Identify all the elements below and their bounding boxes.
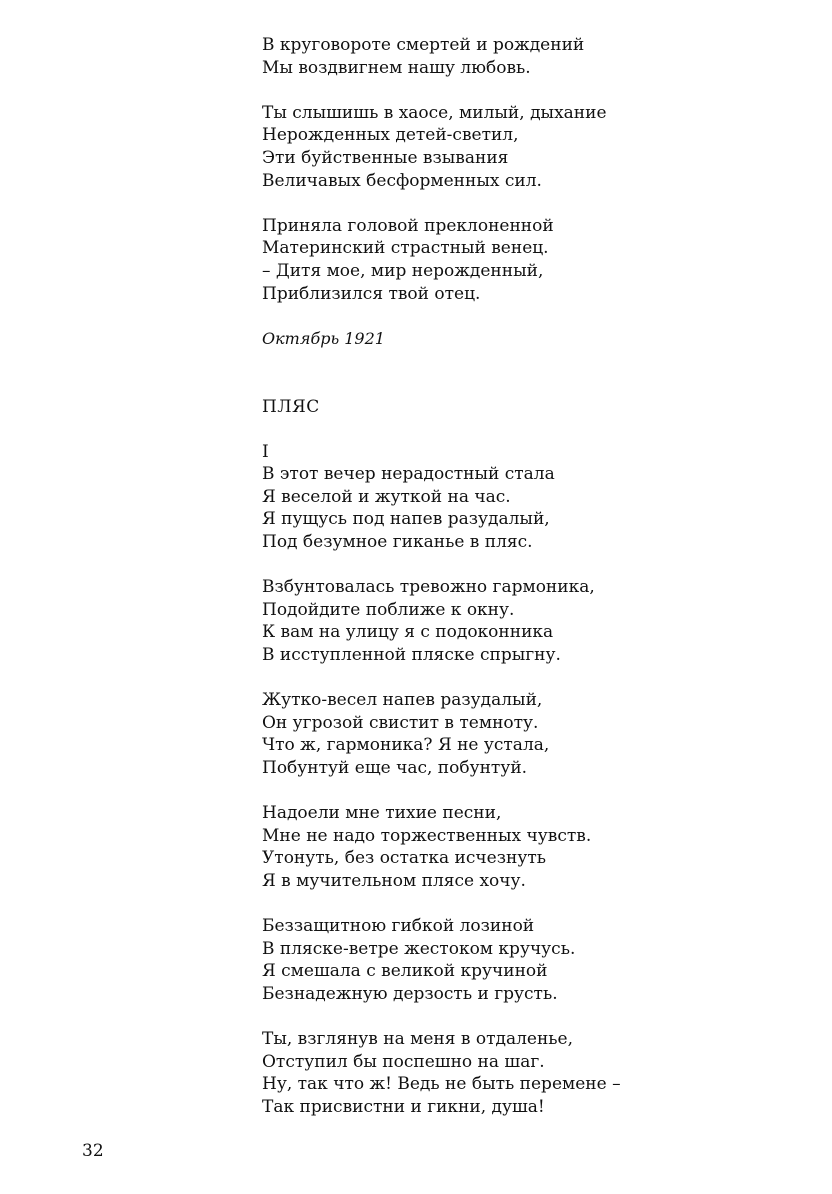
poem-line: Что ж, гармоника? Я не устала, xyxy=(262,735,550,756)
poem-line: Я смешала с великой кручиной xyxy=(262,961,548,982)
stanza xyxy=(262,1028,802,1118)
stanza xyxy=(262,915,802,1005)
poem-line: В исступленной пляске спрыгну. xyxy=(262,645,561,666)
poem-line: Мы воздвигнем нашу любовь. xyxy=(262,57,531,78)
poem-line: Побунтуй еще час, побунтуй. xyxy=(262,758,528,778)
poem-line: Я веселой и жуткой на час. xyxy=(262,486,511,507)
poem-line: Беззащитною гибкой лозиной xyxy=(262,916,535,937)
stanza xyxy=(262,102,802,192)
poem-line: В пляске-ветре жестоком кручусь. xyxy=(262,938,576,959)
poem-line: Приняла головой преклоненной xyxy=(262,215,554,236)
poem-line: В этот вечер нерадостный стала xyxy=(262,464,555,485)
stanza xyxy=(262,34,802,79)
stanza xyxy=(262,689,802,779)
stanza xyxy=(262,576,802,666)
poem-line: Взбунтовалась тревожно гармоника, xyxy=(262,577,595,598)
stanza xyxy=(262,215,802,305)
poem-line: Безнадежную дерзость и грусть. xyxy=(262,983,558,1004)
poem-line: Мне не надо торжественных чувств. xyxy=(262,825,592,846)
poem-line: Жутко-весел напев разудалый, xyxy=(262,690,543,711)
poem-line: Ну, так что ж! Ведь не быть перемене – xyxy=(262,1074,621,1095)
poem-line: – Дитя мое, мир нерожденный, xyxy=(262,260,544,281)
stanza xyxy=(262,802,802,892)
poem-date: Октябрь 1921 xyxy=(262,328,385,348)
poem-line: В круговороте смертей и рождений xyxy=(262,35,585,55)
poem-line: Утонуть, без остатка исчезнуть xyxy=(262,848,546,869)
poem-column xyxy=(262,34,802,1119)
poem-line: Приблизился твой отец. xyxy=(262,283,481,304)
poem-line: Эти буйственные взывания xyxy=(262,147,509,168)
poem-line: Он угрозой свистит в темноту. xyxy=(262,712,539,733)
poem-line: Ты, взглянув на меня в отдаленье, xyxy=(262,1029,573,1050)
poem-line: Надоели мне тихие песни, xyxy=(262,803,502,824)
stanza xyxy=(262,463,802,553)
poem-line: Отступил бы поспешно на шаг. xyxy=(262,1051,545,1072)
poem-line: Величавых бесформенных сил. xyxy=(262,170,542,191)
part-numeral: I xyxy=(262,441,269,462)
poem-line: Так присвистни и гикни, душа! xyxy=(262,1096,545,1117)
poem-line: Я в мучительном плясе хочу. xyxy=(262,870,526,891)
poem-line: К вам на улицу я с подоконника xyxy=(262,622,554,643)
poem-line: Ты слышишь в хаосе, милый, дыхание xyxy=(262,102,607,123)
poem-title: ПЛЯС xyxy=(262,396,320,417)
poem-line: Я пущусь под напев разудалый, xyxy=(262,509,550,530)
poem-line: Нерожденных детей-светил, xyxy=(262,125,519,146)
poem-line: Под безумное гиканье в пляс. xyxy=(262,532,533,553)
poem-line: Материнский страстный венец. xyxy=(262,238,549,259)
poem-line: Подойдите поближе к окну. xyxy=(262,599,515,620)
page-number: 32 xyxy=(82,1141,104,1161)
